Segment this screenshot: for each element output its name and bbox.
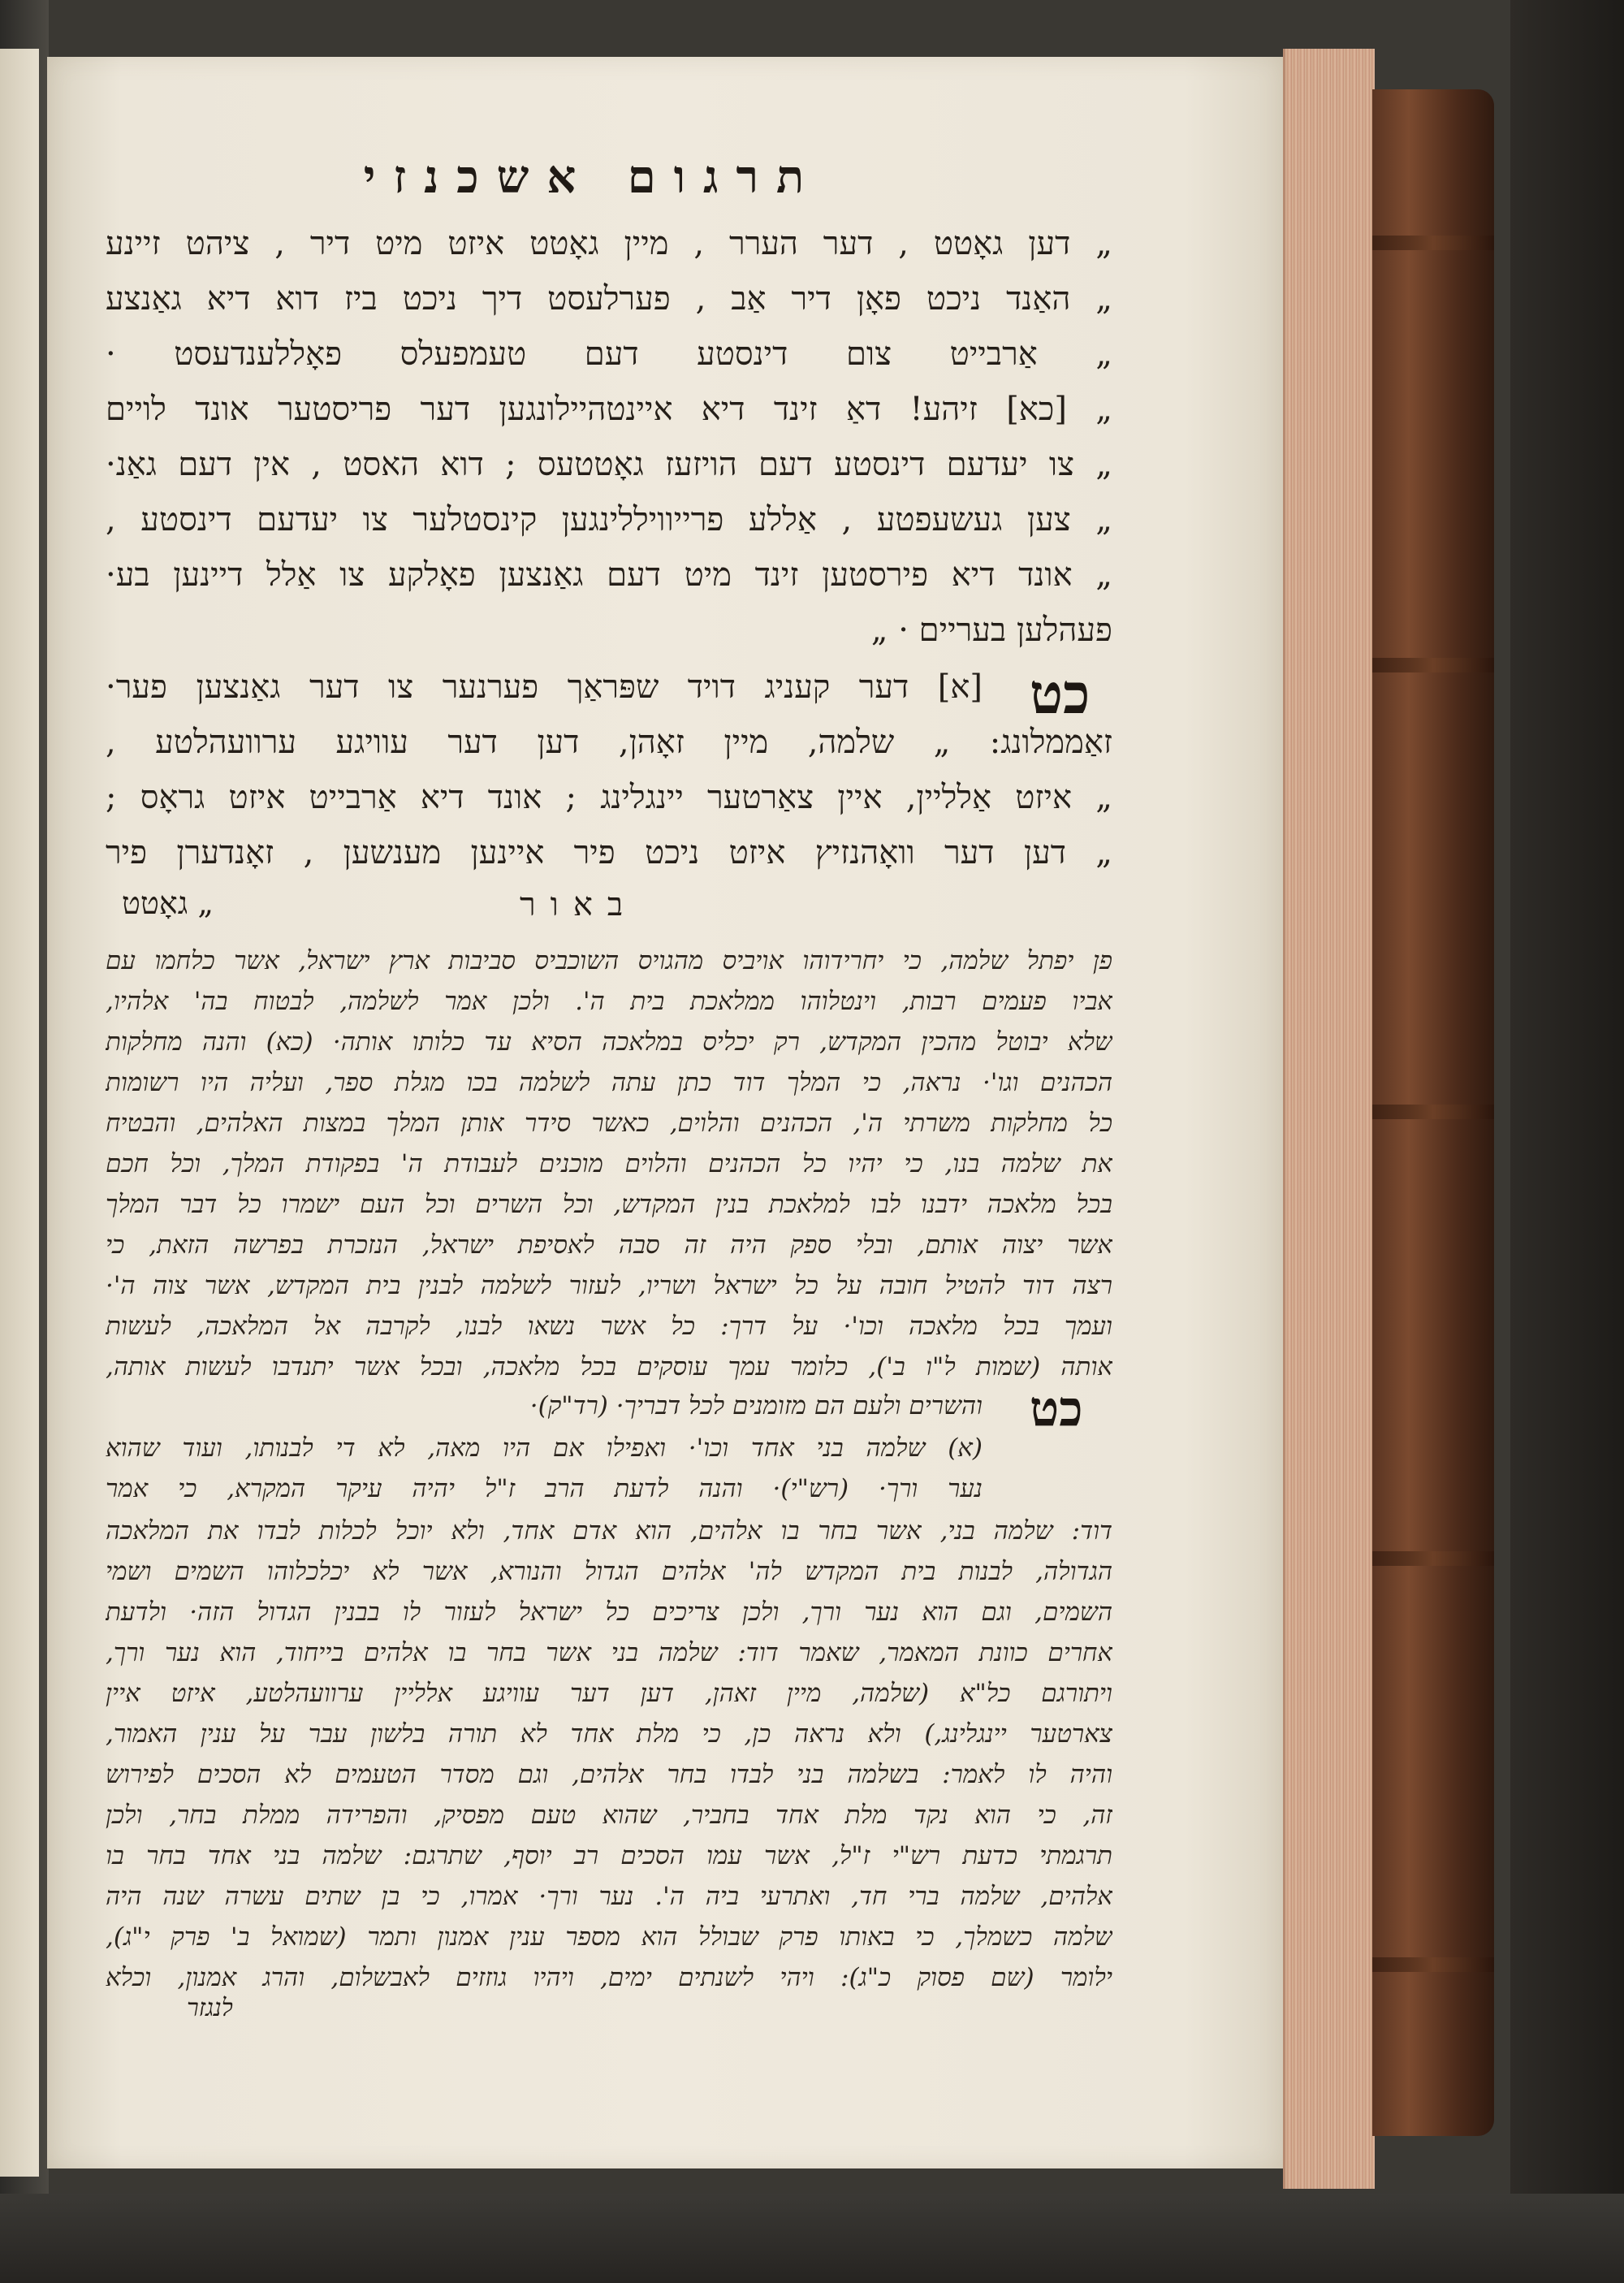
translation-line: „ צו יעדעם דינסטע דעם הויזעז גאָטטעס ; דוא האסט , אין דעם גאַנ· — [106, 446, 1112, 483]
chapter-line: „ דען דער וואָהנזיץ איזט ניכט פיר איינען מענשען , זאָנדערן פיר — [106, 834, 1112, 871]
commentary-line: פן יפתל שלמה, כי יחרידוהו אויביס מהגויס השוכביס סביבות ארץ ישראל, אשר כלחמו עם — [106, 946, 1112, 975]
translation-line: „ [כא] זיהע! דאַ זינד דיא איינטהיילונגען דער פריסטער אונד לויים — [106, 391, 1112, 428]
commentary-line: את שלמה בנו, כי יהיו כל הכהנים והלוים מוכנים לעבודת ה' בפקודת המלך, וכל חכם — [106, 1149, 1112, 1178]
catchword-top: „ גאָטט — [122, 885, 214, 921]
commentary-line: נער ורך· (רש"י)· והנה לדעת הרב ז"ל יהיה עיקר המקרא, כי אמר — [106, 1474, 983, 1503]
translation-line: „ אונד דיא פירסטען זינד מיט דעם גאַנצען פאָלקע צו אַלל דיינען בע· — [106, 556, 1112, 594]
commentary-line: דוד: שלמה בני, אשר בחר בו אלהים, הוא אדם אחד, ולא יוכל לכלות לבדו את המלאכה — [106, 1516, 1112, 1546]
translation-line: „ צען געשעפטע , אַללע פרייוויללינגען קינסטלער צו יעדעם דינסטע , — [106, 501, 1112, 538]
commentary-line: בכל מלאכה ידבנו לבו למלאכת בנין המקדש, וכל השרים וכל העם ישמרו כל דבר המלך — [106, 1190, 1112, 1219]
commentary-line: ויתורגם כל"א (שלמה, מיין זאהן, דען דער עוויגע אלליין ערוועהלטע, איזט איין — [106, 1679, 1112, 1708]
chapter-line: זאַממלונג: „ שלמה, מיין זאָהן, דען דער עוויגע ערוועהלטע , — [106, 724, 1112, 761]
commentary-line: והשרים ולעם הם מזומנים לכל דבריך· (רד"ק)· — [529, 1391, 983, 1420]
background-right — [1510, 0, 1624, 2283]
commentary-line: השמים, וגם הוא נער ורך, ולכן צריכים כל ישראל לעזור לו בבנין הגדול הזה· ולדעת — [106, 1598, 1112, 1627]
catchword-bottom: לנגזר — [187, 1994, 233, 2022]
background-bottom — [0, 2194, 1624, 2283]
commentary-line: אביו פעמים רבות, וינטלוהו ממלאכת בית ה'. ולכן אמר לשלמה, לבטוח בה' אלהיו, — [106, 987, 1112, 1016]
commentary-line: הכהנים וגו'· נראה, כי המלך דוד כתן עתה לשלמה בכו מגלת ספר, ועליה היו רשומות — [106, 1068, 1112, 1097]
commentary-line: אותה (שמות ל"ו ב'), כלומר עמך עוסקים בכל מלאכה, ובכל אשר יתנדבו לעשות אותה, — [106, 1352, 1112, 1381]
commentary-chapter-marker: כט — [1030, 1381, 1083, 1438]
commentary-line: (א) שלמה בני אחד וכו'· ואפילו אם היו מאה, לא די לבנותו, ועוד שהוא — [106, 1433, 983, 1463]
chapter-marker: כט — [1030, 662, 1091, 727]
commentary-line: כל מחלקות משרתי ה', הכהנים והלוים, כאשר סידר אותן המלך במצות האלהים, והבטיח — [106, 1109, 1112, 1138]
chapter-line: [א] דער קעניג דויד שפּראַך פערנער צו דער גאַנצען פער· — [106, 668, 983, 706]
commentary-line: אלהים, שלמה ברי חד, ואתרעי ביה ה'. נער ורך· אמרו, כי בן שתים עשרה שנה היה — [106, 1882, 1112, 1911]
commentary-heading: באור — [520, 886, 638, 923]
commentary-line: רצה דוד להטיל חובה על כל ישראל ושריו, לעזור לשלמה לבנין בית המקדש, אשר צוה ה'· — [106, 1271, 1112, 1300]
commentary-line: ילומר (שם פסוק כ"ג): ויהי לשנתים ימים, ויהיו גוזזים לאבשלום, והרג אמנון, וכלא — [106, 1963, 1112, 1992]
commentary-line: אשר יצוה אותם, ובלי ספק היה זה סבה לאסיפת ישראל, הנזכרת בפרשה הזאת, כי — [106, 1230, 1112, 1260]
commentary-line: שלא יבוטל מהכין המקדש, רק יכליס במלאכה הסיא עד כלותו אותה· (כא) והנה מחלקות — [106, 1027, 1112, 1057]
running-header: תרגום אשכנזי — [363, 150, 823, 204]
translation-line: „ אַרבייט צום דינסטע דעם טעמפעלס פאָללענדעסט · — [106, 335, 1112, 373]
commentary-line: הגדולה, לבנות בית המקדש לה' אלהים הגדול והנורא, אשר לא יכלכלוהו השמים ושמי — [106, 1557, 1112, 1586]
page-fore-edge — [1283, 49, 1375, 2189]
commentary-line: שלמה כשמלך, כי באותו פרק שבולל הוא מספר ענין אמנון ותמר (שמואל ב' פרק י"ג), — [106, 1922, 1112, 1952]
commentary-line: צארטער יינגלינג,) ולא נראה כן, כי מלת אחד לא תורה בלשון עבר על ענין האמור, — [106, 1719, 1112, 1749]
translation-line: „ דען גאָטט , דער הערר , מיין גאָטט איזט מיט דיר , ציהט זיינע — [106, 225, 1112, 262]
facing-page-edge — [0, 49, 39, 2177]
translation-line: „ האַנד ניכט פאָן דיר אַב , פערלעסט דיך ניכט ביז דוא דיא גאַנצע — [106, 280, 1112, 318]
commentary-line: תרגמתי כדעת רש"י ז"ל, אשר עמו הסכים רב יוסף, שתרגם: שלמה בני אחד בחר בו — [106, 1841, 1112, 1870]
chapter-line: „ איזט אַלליין, איין צאַרטער יינגלינג ; אונד דיא אַרבייט איזט גראָס ; — [106, 779, 1112, 816]
commentary-line: זה, כי הוא נקד מלת אחד בחביר, שהוא טעם מפסיק, והפרידה ממלת בחר, ולכן — [106, 1801, 1112, 1830]
book-cover-edge — [1372, 89, 1494, 2136]
translation-line: פעהלען בעריים · „ — [870, 612, 1112, 649]
commentary-line: ועמך בכל מלאכה וכו'· על דרך: כל אשר נשאו לבנו, לקרבה אל המלאכה, לעשות — [106, 1312, 1112, 1341]
commentary-line: והיה לו לאמר: בשלמה בני לבדו בחר אלהים, וגם מסדר הטעמים לא הסכים לפירוש — [106, 1760, 1112, 1789]
commentary-line: אחרים כוונת המאמר, שאמר דוד: שלמה בני אשר בחר בו אלהים בייחוד, הוא נער ורך, — [106, 1638, 1112, 1667]
